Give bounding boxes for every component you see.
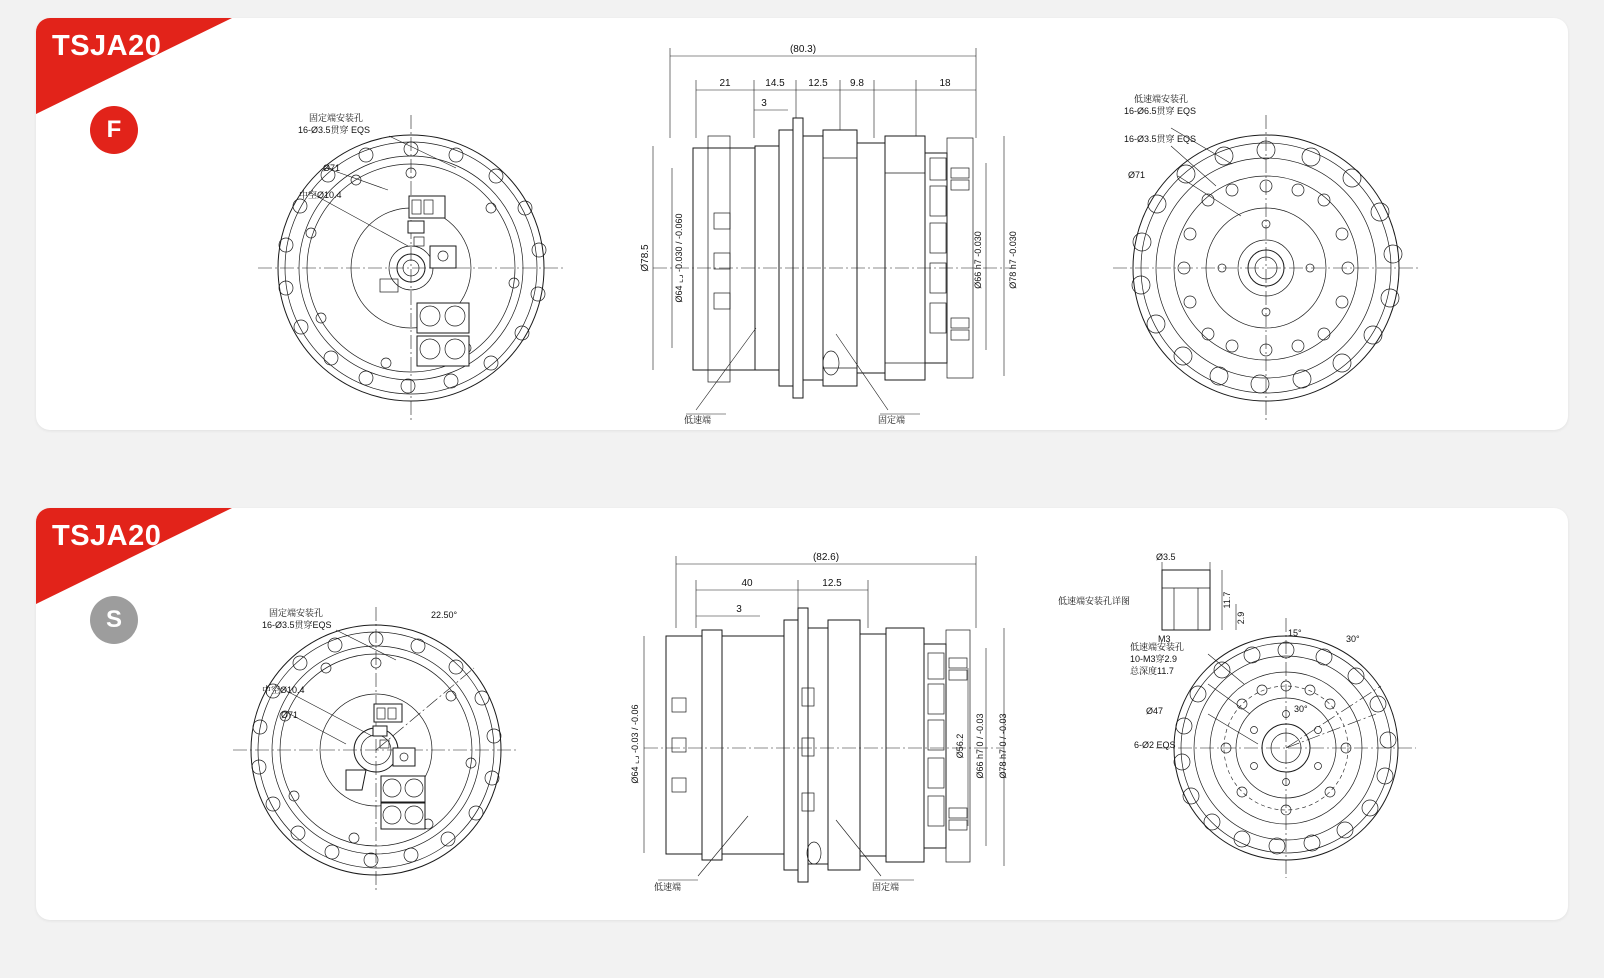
label-d71-f: Ø71 bbox=[323, 163, 341, 173]
dim-d64-f: Ø64 ⌞⌟ -0.030 / -0.060 bbox=[674, 213, 684, 303]
label-65-spec-f: 16-Ø6.5贯穿 EQS bbox=[1124, 106, 1197, 116]
dim-3-s: 3 bbox=[736, 604, 742, 615]
view-fixed-end-face-s bbox=[233, 607, 519, 920]
view-section-f bbox=[640, 44, 1018, 425]
leader-low-speed-end-s: 低速端 bbox=[654, 882, 682, 892]
label-35-spec-f: 16-Ø3.5贯穿 EQS bbox=[1124, 134, 1197, 144]
label-hollow-f: 中空Ø10.4 bbox=[299, 190, 342, 200]
label-fixed-mount-hole-f: 固定端安装孔 bbox=[309, 113, 364, 123]
drawing-s bbox=[36, 508, 1568, 920]
leader-fixed-end-f: 固定端 bbox=[878, 415, 906, 425]
ribbon-title-f: TSJA20 bbox=[52, 30, 162, 62]
label-hole-detail-title-s: 低速端安装孔详图 bbox=[1058, 596, 1131, 606]
label-d35-detail-s: Ø3.5 bbox=[1156, 552, 1176, 562]
view-low-speed-face-s bbox=[1130, 618, 1416, 878]
label-fixed-mount-hole-s: 固定端安装孔 bbox=[269, 608, 324, 618]
dim-3-f: 3 bbox=[761, 98, 767, 109]
label-lowspeed-mount-hole-s: 低速端安装孔 bbox=[1130, 642, 1185, 652]
dim-21-f: 21 bbox=[719, 78, 731, 89]
label-117-s: 11.7 bbox=[1222, 591, 1232, 609]
dim-d66h7-s: Ø66 h7 0 / -0.03 bbox=[975, 713, 985, 779]
dim-overall-f: (80.3) bbox=[789, 44, 817, 55]
dim-98-f: 9.8 bbox=[850, 78, 864, 89]
view-fixed-end-face-f bbox=[258, 112, 564, 421]
badge-f: F bbox=[90, 106, 138, 154]
label-hollow-s: 中空Ø10.4 bbox=[262, 685, 305, 695]
label-29-s: 2.9 bbox=[1236, 611, 1246, 625]
label-d71-right-f: Ø71 bbox=[1128, 170, 1146, 180]
label-lowspeed-mount-hole-f: 低速端安装孔 bbox=[1134, 94, 1189, 104]
label-fixed-hole-spec-s: 16-Ø3.5贯穿EQS bbox=[262, 620, 332, 630]
label-6d2-s: 6-Ø2 EQS bbox=[1134, 740, 1176, 750]
view-section-s bbox=[630, 552, 1008, 920]
dim-d66h7-f: Ø66 h7 -0.030 bbox=[973, 231, 983, 289]
label-15deg-s: 15° bbox=[1288, 628, 1302, 638]
label-30deg-a-s: 30° bbox=[1346, 634, 1360, 644]
dim-d78h7-s: Ø78 h7 0 / -0.03 bbox=[998, 713, 1008, 779]
ribbon-f bbox=[36, 18, 236, 118]
view-hole-detail-s bbox=[1058, 552, 1246, 644]
dim-18-f: 18 bbox=[939, 78, 951, 89]
label-30deg-b-s: 30° bbox=[1294, 704, 1308, 714]
leader-low-speed-end-f: 低速端 bbox=[684, 415, 712, 425]
dim-d64-s: Ø64 ⌞⌟ -0.03 / -0.06 bbox=[630, 704, 640, 784]
label-angle-2250-s: 22.50° bbox=[431, 610, 458, 620]
dim-125-f: 12.5 bbox=[808, 78, 828, 89]
label-d71-s: Ø71 bbox=[281, 710, 299, 720]
card-tsja20-f bbox=[36, 18, 1568, 430]
drawing-f bbox=[36, 18, 1568, 430]
ribbon-title-s: TSJA20 bbox=[52, 520, 162, 552]
ribbon-s bbox=[36, 508, 236, 608]
label-total-depth-s: 总深度11.7 bbox=[1130, 666, 1174, 676]
label-10m3-s: 10-M3穿2.9 bbox=[1130, 654, 1178, 664]
leader-fixed-end-s: 固定端 bbox=[872, 882, 900, 892]
view-low-speed-face-f bbox=[1113, 93, 1419, 421]
card-tsja20-s bbox=[36, 508, 1568, 920]
dim-d562-s: Ø56.2 bbox=[955, 733, 965, 759]
dim-overall-s: (82.6) bbox=[812, 552, 840, 563]
dim-145-f: 14.5 bbox=[765, 78, 785, 89]
label-d47-s: Ø47 bbox=[1146, 706, 1164, 716]
label-fixed-hole-spec-f: 16-Ø3.5贯穿 EQS bbox=[298, 125, 371, 135]
dim-40-s: 40 bbox=[741, 578, 753, 589]
label-m3-s: M3 bbox=[1158, 634, 1171, 644]
dim-d785-f: Ø78.5 bbox=[640, 244, 651, 272]
dim-d78h7-f: Ø78 h7 -0.030 bbox=[1008, 231, 1018, 289]
dim-125-s: 12.5 bbox=[822, 578, 842, 589]
badge-s: S bbox=[90, 596, 138, 644]
